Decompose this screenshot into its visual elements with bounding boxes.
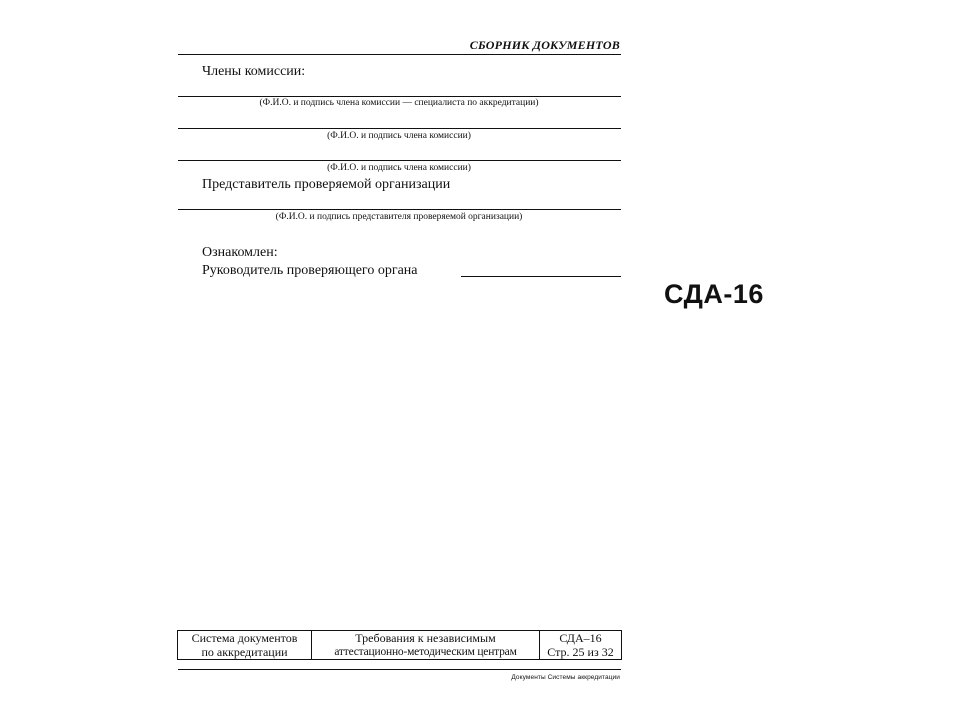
footer-title-line2: аттестационно-методическим центрам: [312, 645, 540, 660]
signature-line-member-1[interactable]: [178, 128, 621, 129]
head-label: Руководитель проверяющего органа: [202, 263, 418, 278]
publisher-note: Документы Системы аккредитации: [511, 674, 620, 681]
footer-table: [177, 630, 622, 660]
acknowledged-label: Ознакомлен:: [202, 245, 278, 260]
document-code-label: СДА-16: [664, 279, 764, 309]
caption-member-1: (Ф.И.О. и подпись члена комиссии): [327, 131, 471, 141]
footer-code: СДА–16: [540, 631, 622, 646]
signature-line-head[interactable]: [461, 276, 621, 277]
signature-line-representative[interactable]: [178, 209, 621, 210]
footer-page: Стр. 25 из 32: [540, 645, 622, 660]
footer-rule: [178, 669, 621, 670]
caption-representative: (Ф.И.О. и подпись представителя проверяемой организации): [275, 212, 523, 222]
footer-title-line1: Требования к независимым: [312, 631, 540, 646]
footer-system-line2: по аккредитации: [178, 645, 312, 660]
collection-title: СБОРНИК ДОКУМЕНТОВ: [469, 38, 620, 52]
header-rule: [178, 54, 621, 55]
caption-specialist: (Ф.И.О. и подпись члена комиссии — специалиста по аккредитации): [259, 98, 539, 108]
representative-label: Представитель проверяемой организации: [202, 177, 451, 192]
signature-line-member-2[interactable]: [178, 160, 621, 161]
caption-member-2: (Ф.И.О. и подпись члена комиссии): [327, 163, 471, 173]
footer-system-line1: Система документов: [178, 631, 312, 646]
signature-line-specialist[interactable]: [178, 96, 621, 97]
commission-label: Члены комиссии:: [202, 64, 306, 79]
